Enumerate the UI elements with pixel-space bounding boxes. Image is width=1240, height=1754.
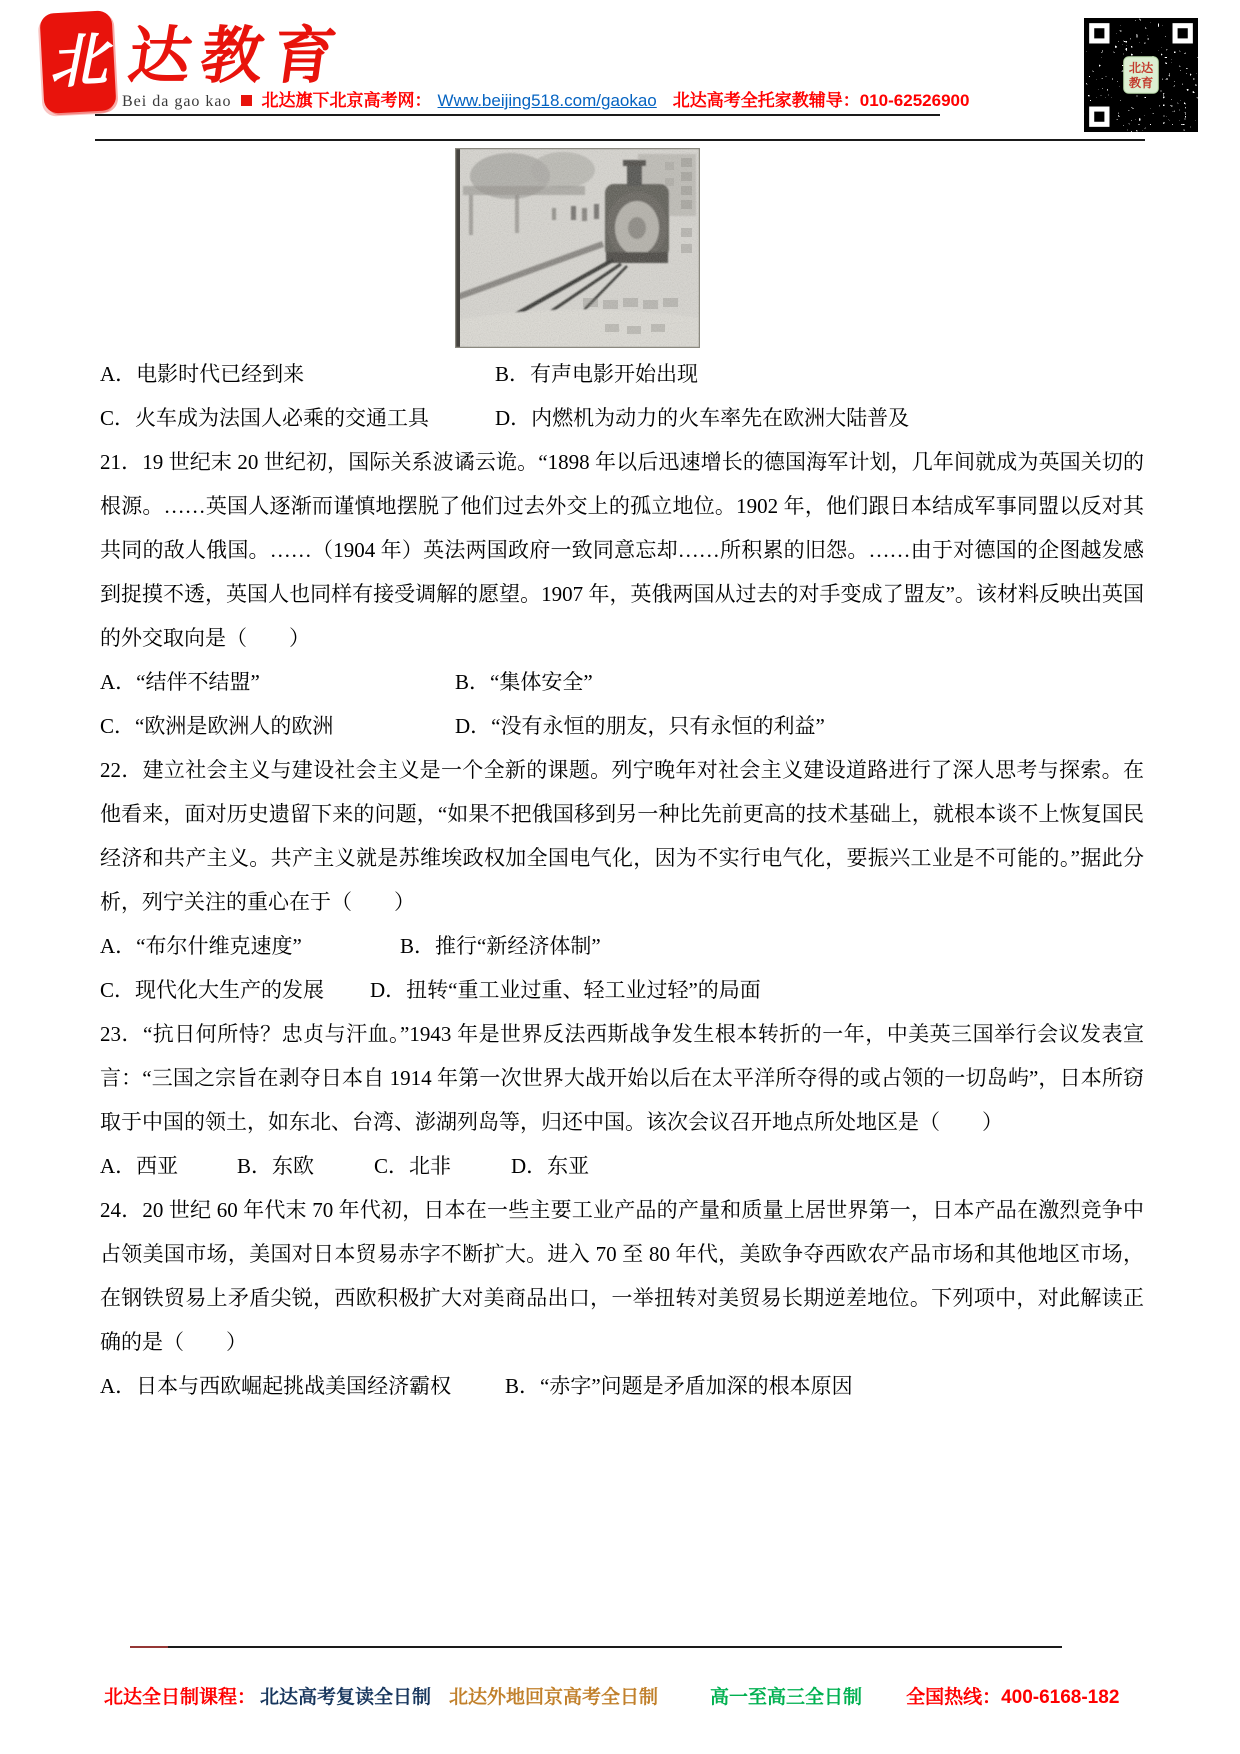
q22-option-c: C．现代化大生产的发展 — [100, 978, 325, 1002]
qr-code — [1080, 14, 1202, 136]
q20-option-a: A．电影时代已经到来 — [100, 362, 305, 386]
red-square-icon — [241, 95, 252, 106]
q23-options-row — [100, 1144, 1144, 1188]
footer-rule — [130, 1646, 1062, 1648]
q21-option-c: C．“欧洲是欧洲人的欧洲 — [100, 714, 334, 738]
beida-seal-logo — [39, 10, 116, 114]
question-22-stem: 22．建立社会主义与建设社会主义是一个全新的课题。列宁晚年对社会主义建设道路进行了深人思考与探索。在他看来，面对历史遗留下来的问题，“如果不把俄国移到另一种比先前更高的技术基础上，就根本谈不上恢复国民经济和共产主义。共产主义就是苏维埃政权加全国电气化，因为不实行电气化，要振兴工业是不可能的。”据此分析，列宁关注的重心在于（ ） — [100, 758, 1144, 914]
page-footer — [104, 1682, 1164, 1709]
q22-options-row-cd — [100, 968, 1144, 1012]
svg-text:北达: 北达 — [1128, 60, 1154, 75]
q23-option-c: C．北非 — [374, 1154, 452, 1178]
q21-option-d: D．“没有永恒的朋友，只有永恒的利益” — [455, 714, 825, 738]
footer-course-returning: 北达外地回京高考全日制 — [449, 1687, 659, 1708]
train-arrival-photo — [455, 148, 700, 348]
q20-options-row-cd — [100, 396, 1144, 440]
footer-course-grades: 高一至高三全日制 — [710, 1687, 863, 1708]
q20-options-row-ab — [100, 352, 1144, 396]
q20-option-d: D．内燃机为动力的火车率先在欧洲大陆普及 — [495, 406, 910, 430]
q21-option-a: A．“结伴不结盟” — [100, 670, 260, 694]
svg-text:教育: 教育 — [1128, 76, 1154, 91]
tagline-prefix: 北达旗下北京高考网： — [261, 91, 432, 110]
q21-options-row-ab — [100, 660, 1144, 704]
q24-option-b: B．“赤字”问题是矛盾加深的根本原因 — [505, 1374, 853, 1398]
website-link[interactable]: Www.beijing518.com/gaokao — [437, 91, 657, 110]
question-24-stem: 24．20 世纪 60 年代末 70 年代初，日本在一些主要工业产品的产量和质量上居世界第一，日本产品在激烈竞争中占领美国市场，美国对日本贸易赤字不断扩大。进入 70 至 80 年代，美欧争夺西欧农产品市场和其他地区市场，在钢铁贸易上矛盾尖锐，西欧积极扩大对美商品出口，一举扭转对美贸易长期逆差地位。下列项中，对此解读正确的是（ ） — [100, 1198, 1144, 1354]
q21-option-b: B．“集体安全” — [455, 670, 593, 694]
q22-option-d: D．扭转“重工业过重、轻工业过轻”的局面 — [370, 978, 761, 1002]
footer-rule-accent — [130, 1646, 168, 1648]
qr-code-graphic — [1080, 14, 1202, 136]
header-rule-bottom — [95, 139, 1145, 141]
footer-course-fulltime: 北达高考复读全日制 — [260, 1687, 432, 1708]
question-23-stem: 23．“抗日何所恃？忠贞与汗血。”1943 年是世界反法西斯战争发生根本转折的一年，中美英三国举行会议发表宣言：“三国之宗旨在剥夺日本自 1914 年第一次世界大战开始以后在太平洋所夺得的或占领的一切岛屿”，日本所窃取于中国的领土，如东北、台湾、澎湖列岛等，归还中国。该次会议召开地点所处地区是（ ） — [100, 1022, 1144, 1134]
question-21-stem: 21．19 世纪末 20 世纪初，国际关系波谲云诡。“1898 年以后迅速增长的德国海军计划，几年间就成为英国关切的根源。……英国人逐渐而谨慎地摆脱了他们过去外交上的孤立地位。1902 年，他们跟日本结成军事同盟以反对其共同的敌人俄国。……（1904 年）英法两国政府一致同意忘却……所积累的旧怨。……由于对德国的企图越发感到捉摸不透，英国人也同样有接受调解的愿望。1907 年，英俄两国从过去的对手变成了盟友”。该材料反映出英国的外交取向是（ ） — [100, 450, 1144, 650]
q22-option-a: A．“布尔什维克速度” — [100, 934, 302, 958]
q22-options-row-ab — [100, 924, 1144, 968]
brand-pinyin: Bei da gao kao — [122, 93, 232, 110]
q20-option-c: C．火车成为法国人必乘的交通工具 — [100, 406, 430, 430]
q21-options-row-cd — [100, 704, 1144, 748]
questions-area — [100, 352, 1144, 1408]
header-rule-top — [95, 114, 940, 116]
q24-option-a: A．日本与西欧崛起挑战美国经济霸权 — [100, 1374, 452, 1398]
footer-hotline: 全国热线：400-6168-182 — [906, 1687, 1120, 1708]
q20-option-b: B．有声电影开始出现 — [495, 362, 699, 386]
q22-option-b: B．推行“新经济体制” — [400, 934, 601, 958]
q23-option-b: B．东欧 — [237, 1154, 315, 1178]
q23-option-d: D．东亚 — [511, 1154, 590, 1178]
footer-courses-label: 北达全日制课程： — [104, 1687, 257, 1708]
tagline-suffix: 北达高考全托家教辅导：010-62526900 — [672, 91, 970, 110]
brand-calligraphy: 达教育 — [124, 23, 350, 91]
q24-options-row-ab — [100, 1364, 1144, 1408]
q23-option-a: A．西亚 — [100, 1154, 179, 1178]
seal-character: 北 — [47, 27, 109, 96]
header-tagline-row — [122, 86, 969, 111]
